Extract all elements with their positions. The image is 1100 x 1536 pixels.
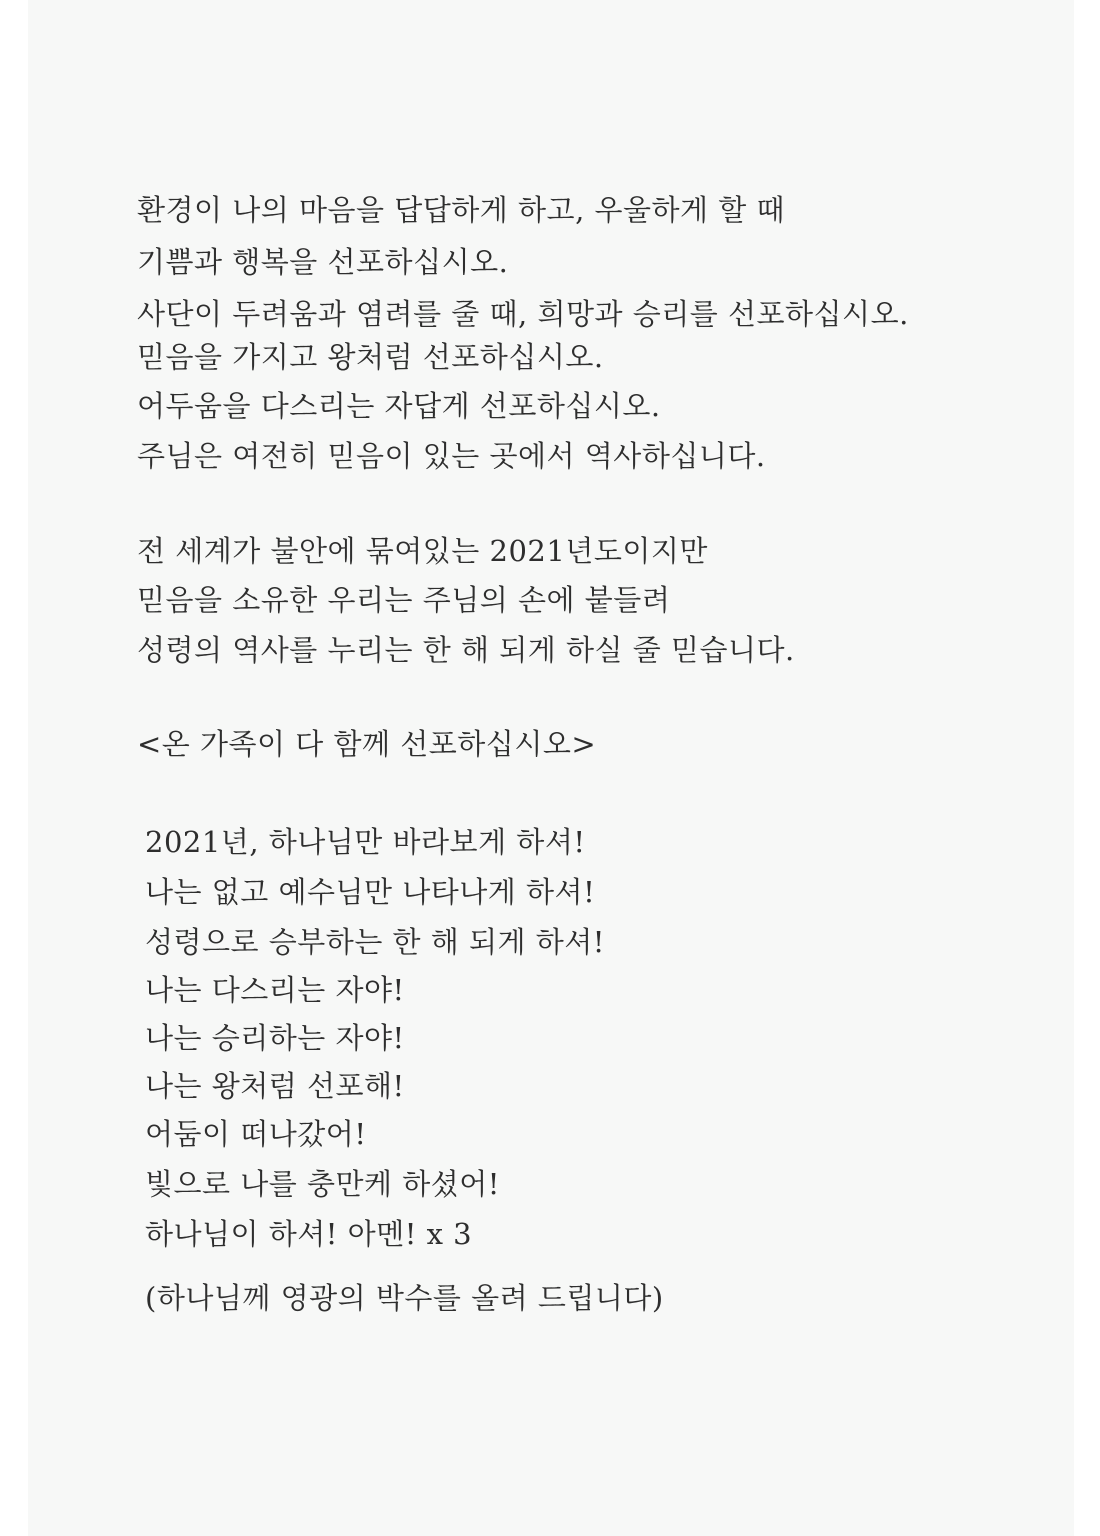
section-heading: <온 가족이 다 함께 선포하십시오> bbox=[137, 727, 597, 761]
paragraph2-line: 성령의 역사를 누리는 한 해 되게 하실 줄 믿습니다. bbox=[137, 633, 795, 667]
declaration-line: 어둠이 떠나갔어! bbox=[145, 1117, 367, 1151]
declaration-line: 빛으로 나를 충만케 하셨어! bbox=[145, 1167, 500, 1201]
paragraph2-line: 믿음을 소유한 우리는 주님의 손에 붙들려 bbox=[137, 583, 671, 617]
declaration-line: 성령으로 승부하는 한 해 되게 하셔! bbox=[145, 925, 605, 959]
closing-line: (하나님께 영광의 박수를 올려 드립니다) bbox=[145, 1281, 664, 1315]
declaration-line: 나는 다스리는 자야! bbox=[145, 973, 405, 1007]
document-page bbox=[28, 0, 1074, 1536]
declaration-line: 나는 승리하는 자야! bbox=[145, 1021, 405, 1055]
declaration-line: 2021년, 하나님만 바라보게 하셔! bbox=[145, 825, 586, 859]
paragraph1-line: 어두움을 다스리는 자답게 선포하십시오. bbox=[137, 389, 661, 423]
paragraph1-line: 기쁨과 행복을 선포하십시오. bbox=[137, 245, 509, 279]
paragraph1-line: 환경이 나의 마음을 답답하게 하고, 우울하게 할 때 bbox=[137, 193, 786, 227]
declaration-line: 나는 없고 예수님만 나타나게 하셔! bbox=[145, 875, 596, 909]
paragraph2-line: 전 세계가 불안에 묶여있는 2021년도이지만 bbox=[137, 534, 708, 568]
declaration-line: 하나님이 하셔! 아멘! x 3 bbox=[145, 1217, 473, 1251]
paragraph1-line: 주님은 여전히 믿음이 있는 곳에서 역사하십니다. bbox=[137, 439, 766, 473]
paragraph1-line: 사단이 두려움과 염려를 줄 때, 희망과 승리를 선포하십시오. bbox=[137, 297, 909, 331]
declaration-line: 나는 왕처럼 선포해! bbox=[145, 1069, 405, 1103]
paragraph1-line: 믿음을 가지고 왕처럼 선포하십시오. bbox=[137, 340, 604, 374]
